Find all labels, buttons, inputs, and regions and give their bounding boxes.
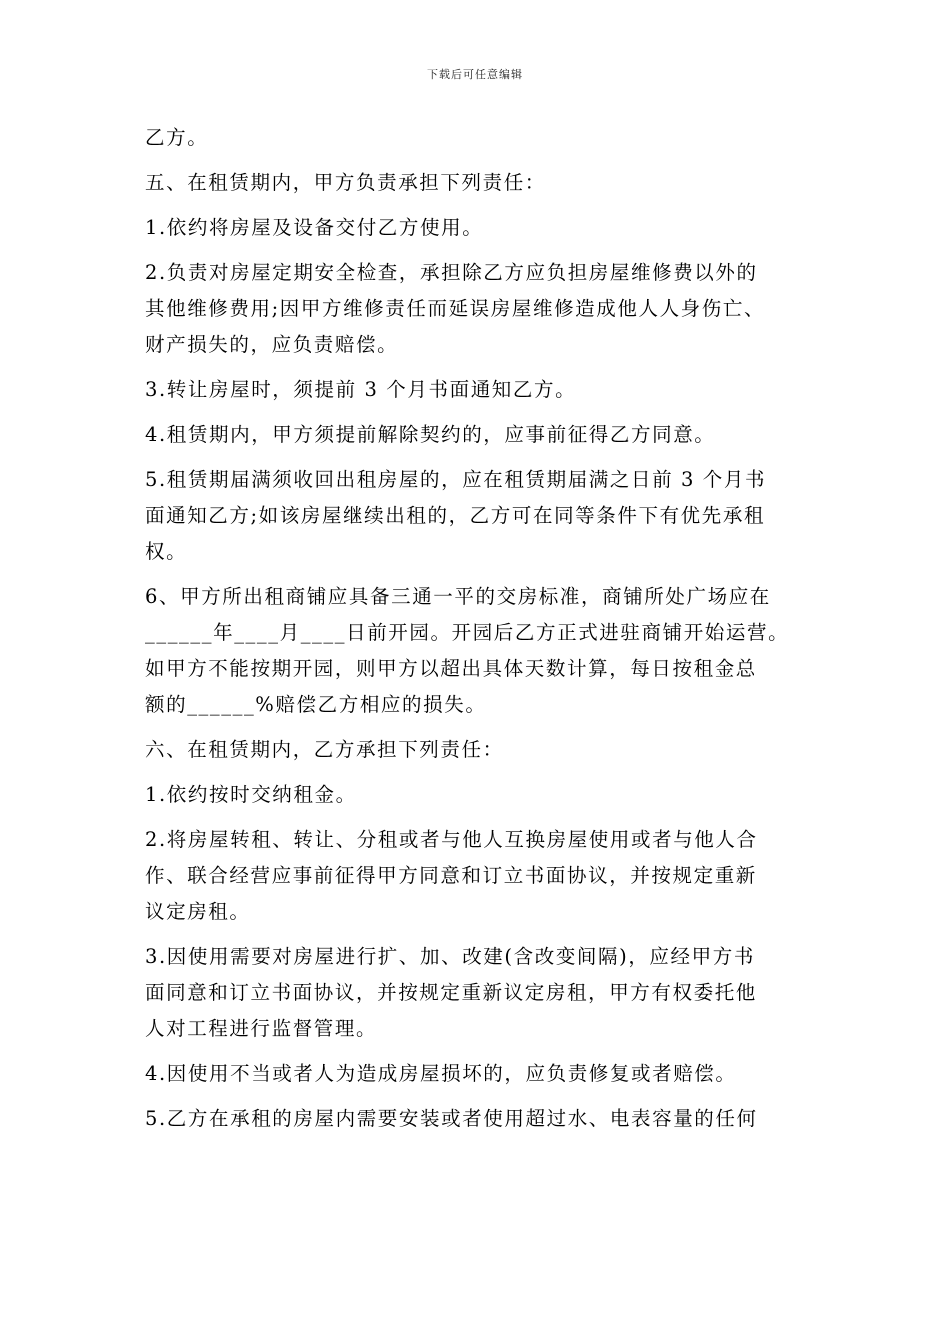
text-line: 6、甲方所出租商铺应具备三通一平的交房标准，商铺所处广场应在 bbox=[145, 585, 771, 608]
text-line: ______年____月____日前开园。开园后乙方正式进驻商铺开始运营。 bbox=[145, 621, 790, 644]
text-line: 5.乙方在承租的房屋内需要安装或者使用超过水、电表容量的任何 bbox=[145, 1107, 758, 1130]
text-line: 如甲方不能按期开园，则甲方以超出具体天数计算，每日按租金总 bbox=[145, 657, 757, 680]
paragraph bbox=[145, 210, 810, 246]
paragraph bbox=[145, 579, 810, 723]
text-line: 五、在租赁期内，甲方负责承担下列责任： bbox=[145, 171, 546, 194]
section-heading bbox=[145, 732, 810, 768]
text-line: 面同意和订立书面协议，并按规定重新议定房租，甲方有权委托他 bbox=[145, 981, 757, 1004]
text-line: 2.将房屋转租、转让、分租或者与他人互换房屋使用或者与他人合 bbox=[145, 828, 758, 851]
text-line: 作、联合经营应事前征得甲方同意和订立书面协议，并按规定重新 bbox=[145, 864, 757, 887]
text-line: 六、在租赁期内，乙方承担下列责任： bbox=[145, 738, 504, 761]
text-line: 财产损失的，应负责赔偿。 bbox=[145, 333, 399, 356]
paragraph bbox=[145, 822, 810, 930]
paragraph bbox=[145, 372, 810, 408]
paragraph bbox=[145, 417, 810, 453]
paragraph bbox=[145, 777, 810, 813]
text-line: 人对工程进行监督管理。 bbox=[145, 1017, 378, 1040]
text-line: 权。 bbox=[145, 540, 188, 563]
document-body bbox=[145, 120, 810, 1146]
page-header: 下载后可任意编辑 bbox=[427, 68, 523, 81]
text-line: 4.租赁期内，甲方须提前解除契约的，应事前征得乙方同意。 bbox=[145, 423, 716, 446]
text-line: 4.因使用不当或者人为造成房屋损坏的，应负责修复或者赔偿。 bbox=[145, 1062, 737, 1085]
text-line: 议定房租。 bbox=[145, 900, 251, 923]
paragraph bbox=[145, 120, 810, 156]
text-line: 其他维修费用;因甲方维修责任而延误房屋维修造成他人人身伤亡、 bbox=[145, 297, 766, 320]
text-line: 2.负责对房屋定期安全检查，承担除乙方应负担房屋维修费以外的 bbox=[145, 261, 758, 284]
text-line: 乙方。 bbox=[145, 126, 209, 149]
text-line: 额的______%赔偿乙方相应的损失。 bbox=[145, 693, 487, 716]
text-line: 3.转让房屋时，须提前 3 个月书面通知乙方。 bbox=[145, 378, 577, 401]
paragraph bbox=[145, 255, 810, 363]
text-line: 1.依约将房屋及设备交付乙方使用。 bbox=[145, 216, 484, 239]
text-line: 1.依约按时交纳租金。 bbox=[145, 783, 357, 806]
text-line: 面通知乙方;如该房屋继续出租的，乙方可在同等条件下有优先承租 bbox=[145, 504, 766, 527]
paragraph bbox=[145, 939, 810, 1047]
paragraph bbox=[145, 1056, 810, 1092]
section-heading bbox=[145, 165, 810, 201]
text-line: 3.因使用需要对房屋进行扩、加、改建(含改变间隔)，应经甲方书 bbox=[145, 945, 755, 968]
text-line: 5.租赁期届满须收回出租房屋的，应在租赁期届满之日前 3 个月书 bbox=[145, 468, 767, 491]
paragraph bbox=[145, 462, 810, 570]
paragraph bbox=[145, 1101, 810, 1137]
